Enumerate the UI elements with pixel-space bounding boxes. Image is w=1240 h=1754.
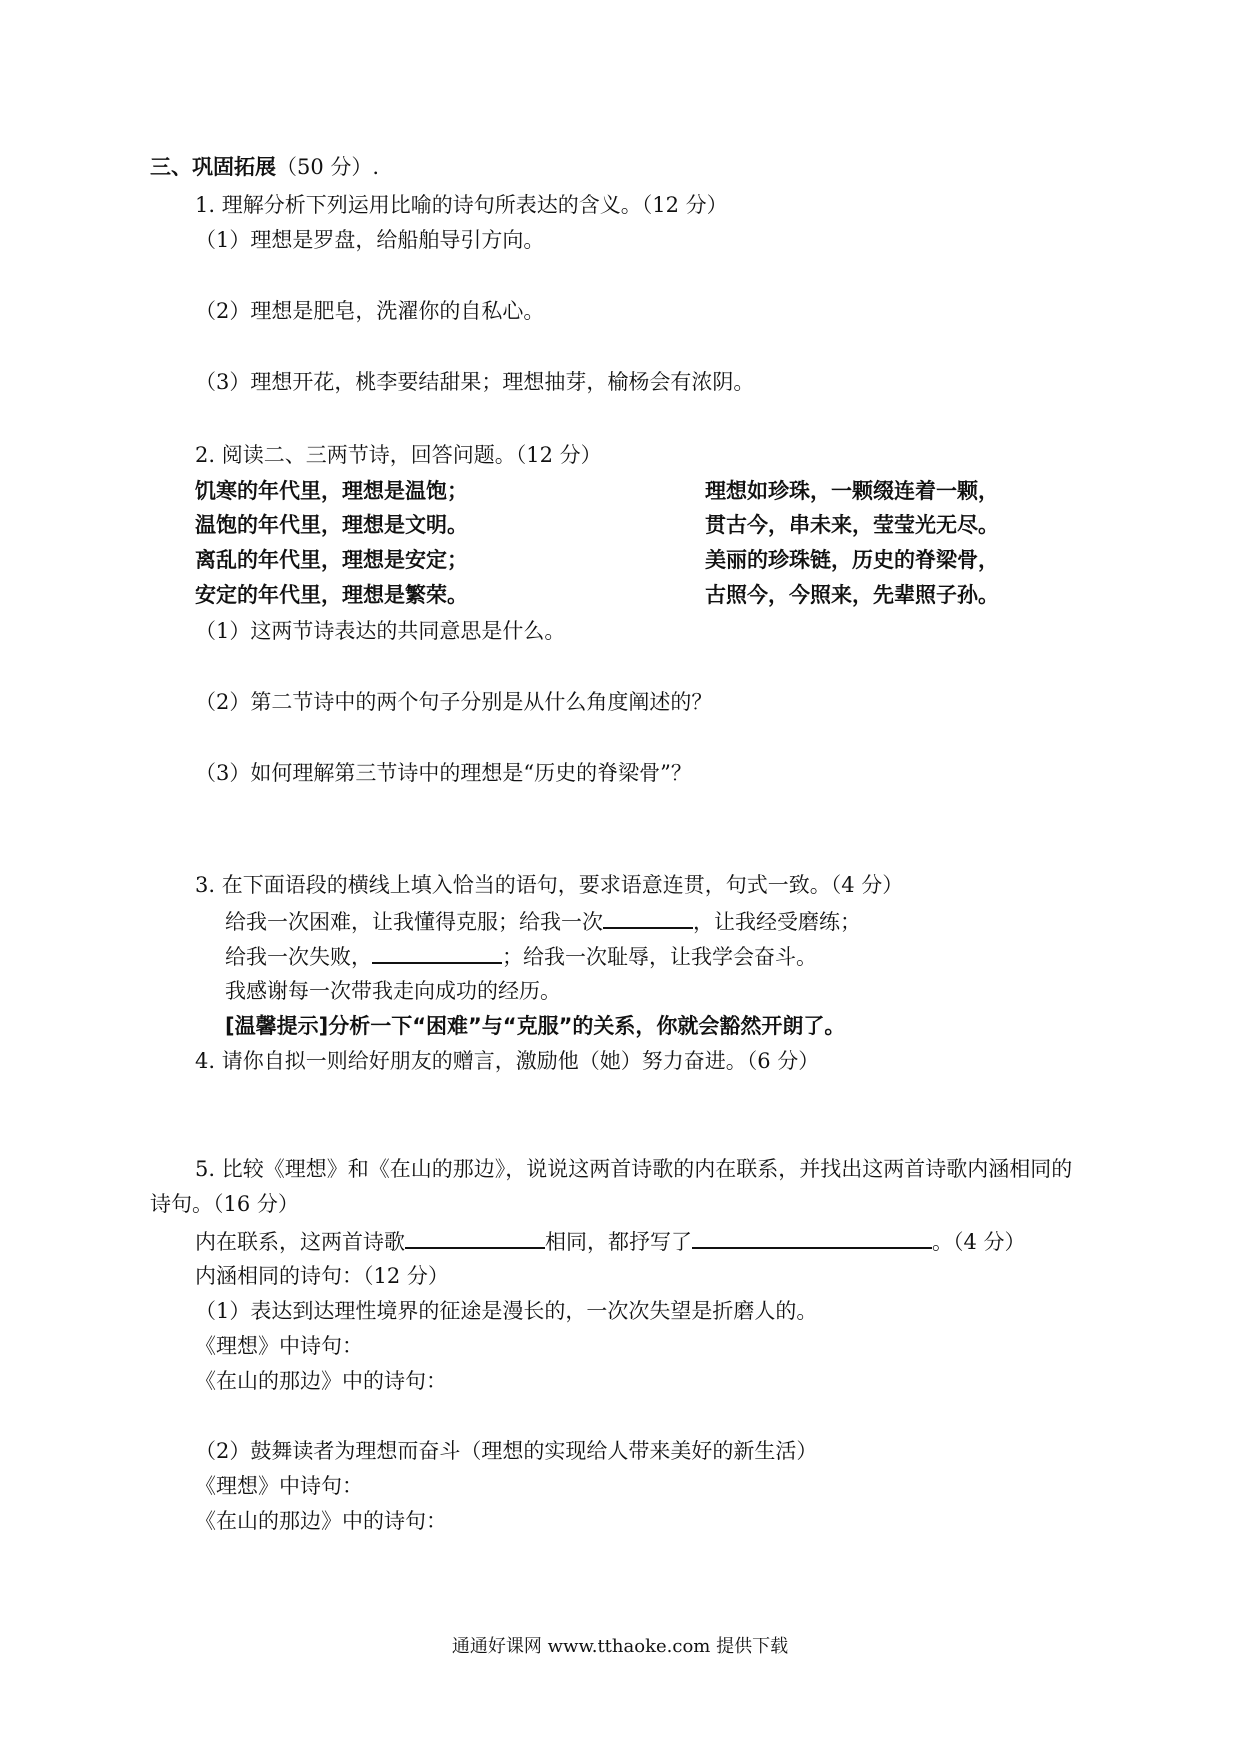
q3-line-2 — [225, 942, 817, 971]
page-footer: 通通好课网 www.tthaoke.com 提供下载 — [451, 1636, 789, 1657]
section-title-text: 三、巩固拓展 — [150, 154, 276, 179]
poem-right-line-2: 贯古今，串未来，莹莹光无尽。 — [705, 513, 999, 537]
q1-item-1: （1）理想是罗盘，给船舶导引方向。 — [195, 228, 545, 252]
q5-relation-part-b: 相同，都抒写了 — [545, 1230, 692, 1254]
q5-relation-part-a: 内在联系，这两首诗歌 — [195, 1230, 405, 1254]
q5-blank-1[interactable] — [405, 1227, 545, 1249]
poem-left-line-1: 饥寒的年代里，理想是温饱； — [195, 479, 468, 503]
q3-blank-2[interactable] — [372, 942, 502, 964]
q4-title: 4. 请你自拟一则给好朋友的赠言，激励他（她）努力奋进。（6 分） — [195, 1049, 820, 1073]
q2-item-3: （3）如何理解第三节诗中的理想是“历史的脊梁骨”？ — [195, 761, 692, 785]
q5-item-1-zaishan: 《在山的那边》中的诗句： — [195, 1369, 447, 1393]
q5-same-title: 内涵相同的诗句：（12 分） — [195, 1264, 449, 1288]
q2-item-2: （2）第二节诗中的两个句子分别是从什么角度阐述的？ — [195, 690, 713, 714]
q1-item-2: （2）理想是肥皂，洗濯你的自私心。 — [195, 299, 545, 323]
q5-relation-line — [195, 1227, 1026, 1256]
section-mark: . — [372, 155, 380, 179]
q3-line-3: 我感谢每一次带我走向成功的经历。 — [225, 979, 561, 1003]
poem-right-line-3: 美丽的珍珠链，历史的脊梁骨， — [705, 548, 999, 572]
q3-line-2-part-b: ；给我一次耻辱，让我学会奋斗。 — [502, 945, 817, 969]
q1-title: 1. 理解分析下列运用比喻的诗句所表达的含义。（12 分） — [195, 193, 728, 217]
section-score: （50 分） — [276, 155, 373, 179]
q3-title: 3. 在下面语段的横线上填入恰当的语句，要求语意连贯，句式一致。（4 分） — [195, 873, 904, 897]
q3-blank-1[interactable] — [603, 907, 693, 929]
q3-line-1-part-b: ，让我经受磨练； — [693, 910, 861, 934]
poem-right-line-1: 理想如珍珠，一颗缀连着一颗， — [705, 479, 999, 503]
q3-hint: [温馨提示]分析一下“困难”与“克服”的关系，你就会豁然开朗了。 — [225, 1014, 846, 1038]
q5-blank-2[interactable] — [692, 1227, 932, 1249]
q3-line-2-part-a: 给我一次失败， — [225, 945, 372, 969]
poem-left-line-3: 离乱的年代里，理想是安定； — [195, 548, 468, 572]
q1-item-3: （3）理想开花，桃李要结甜果；理想抽芽，榆杨会有浓阴。 — [195, 370, 755, 394]
q5-relation-part-c: 。（4 分） — [932, 1230, 1026, 1254]
q3-line-1 — [225, 907, 861, 936]
q3-line-1-part-a: 给我一次困难，让我懂得克服；给我一次 — [225, 910, 603, 934]
q2-title: 2. 阅读二、三两节诗，回答问题。（12 分） — [195, 443, 602, 467]
q5-title-line-2: 诗句。（16 分） — [150, 1192, 299, 1216]
q5-title-line-1: 5. 比较《理想》和《在山的那边》，说说这两首诗歌的内在联系，并找出这两首诗歌内涵相同的 — [195, 1157, 1073, 1181]
section-title — [150, 153, 379, 181]
poem-left-line-2: 温饱的年代里，理想是文明。 — [195, 513, 468, 537]
poem-right-line-4: 古照今，今照来，先辈照子孙。 — [705, 583, 999, 607]
q2-item-1: （1）这两节诗表达的共同意思是什么。 — [195, 619, 566, 643]
q5-item-2-zaishan: 《在山的那边》中的诗句： — [195, 1509, 447, 1533]
q5-item-2-lixiang: 《理想》中诗句： — [195, 1474, 363, 1498]
q5-item-1-lixiang: 《理想》中诗句： — [195, 1334, 363, 1358]
poem-left-line-4: 安定的年代里，理想是繁荣。 — [195, 583, 468, 607]
q5-item-1: （1）表达到达理性境界的征途是漫长的，一次次失望是折磨人的。 — [195, 1299, 818, 1323]
q5-item-2: （2）鼓舞读者为理想而奋斗（理想的实现给人带来美好的新生活） — [195, 1439, 818, 1463]
